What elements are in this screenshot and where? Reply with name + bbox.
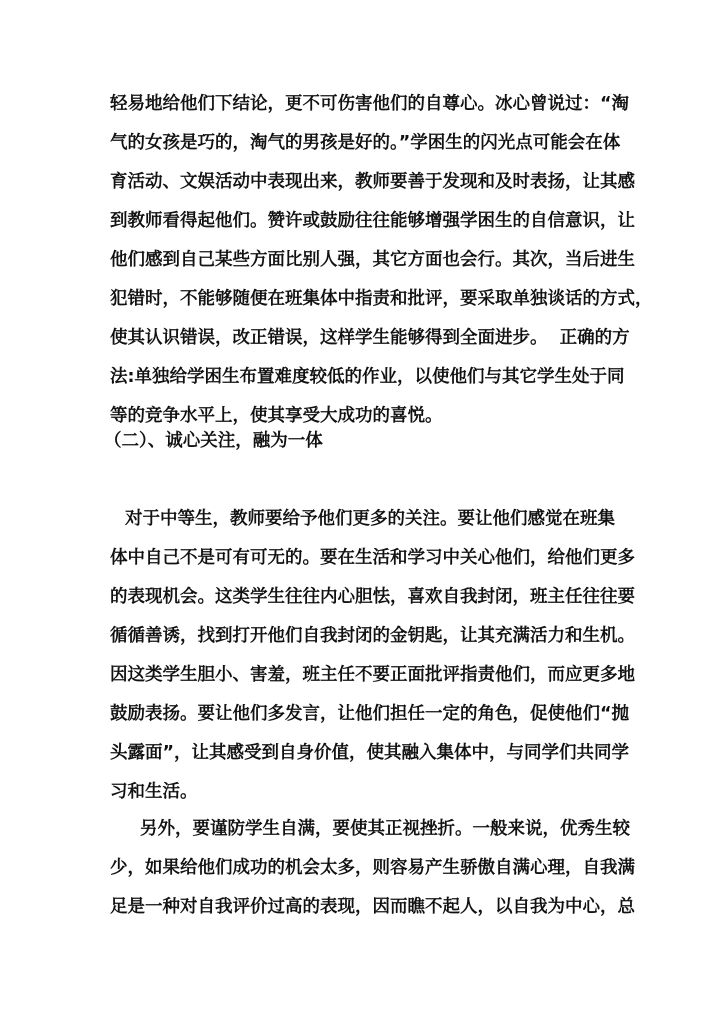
paragraph-line: 因这类学生胆小、害羞，班主任不要正面批评指责他们，而应更多地 [110, 665, 635, 685]
paragraph-line: 使其认识错误，改正错误，这样学生能够得到全面进步。 正确的方 [110, 328, 630, 348]
section-heading-text: （二）、诚心关注，融为一体 [104, 431, 323, 451]
paragraph-line: 等的竞争水平上，使其享受大成功的喜悦。 [110, 406, 443, 426]
paragraph-line: 习和生活。 [110, 782, 198, 802]
paragraph-line: 另外，要谨防学生自满，要使其正视挫折。一般来说，优秀生较 [140, 819, 630, 839]
paragraph-line: 体中自己不是可有可无的。要在生活和学习中关心他们，给他们更多 [110, 548, 635, 568]
paragraph-line: 头露面”，让其感受到自身价值，使其融入集体中，与同学们共同学 [110, 743, 629, 763]
section-heading [104, 422, 614, 461]
paragraph-line: 到教师看得起他们。赞许或鼓励往往能够增强学困生的自信意识，让 [110, 211, 635, 231]
paragraph-line: 犯错时，不能够随便在班集体中指责和批评，要采取单独谈话的方式， [110, 289, 653, 309]
paragraph-line: 对于中等生，教师要给予他们更多的关注。要让他们感觉在班集 [125, 509, 615, 529]
paragraph-2 [110, 500, 635, 812]
paragraph-3 [110, 810, 635, 927]
paragraph-line: 轻易地给他们下结论，更不可伤害他们的自尊心。冰心曾说过：“淘 [110, 94, 629, 114]
paragraph-line: 足是一种对自我评价过高的表现，因而瞧不起人，以自我为中心，总 [110, 897, 635, 917]
paragraph-line: 循循善诱，找到打开他们自我封闭的金钥匙，让其充满活力和生机。 [110, 626, 635, 646]
paragraph-line: 法:单独给学困生布置难度较低的作业，以使他们与其它学生处于同 [110, 367, 625, 387]
paragraph-line: 少，如果给他们成功的机会太多，则容易产生骄傲自满心理，自我满 [110, 858, 635, 878]
paragraph-line: 气的女孩是巧的，淘气的男孩是好的。”学困生的闪光点可能会在体 [110, 133, 621, 153]
paragraph-line: 鼓励表扬。要让他们多发言，让他们担任一定的角色，促使他们“抛 [110, 704, 629, 724]
paragraph-line: 育活动、文娱活动中表现出来，教师要善于发现和及时表扬，让其感 [110, 172, 635, 192]
paragraph-line: 的表现机会。这类学生往往内心胆怯，喜欢自我封闭，班主任往往要 [110, 587, 635, 607]
paragraph-line: 他们感到自己某些方面比别人强，其它方面也会行。其次，当后进生 [110, 250, 635, 270]
paragraph-1 [110, 85, 653, 436]
